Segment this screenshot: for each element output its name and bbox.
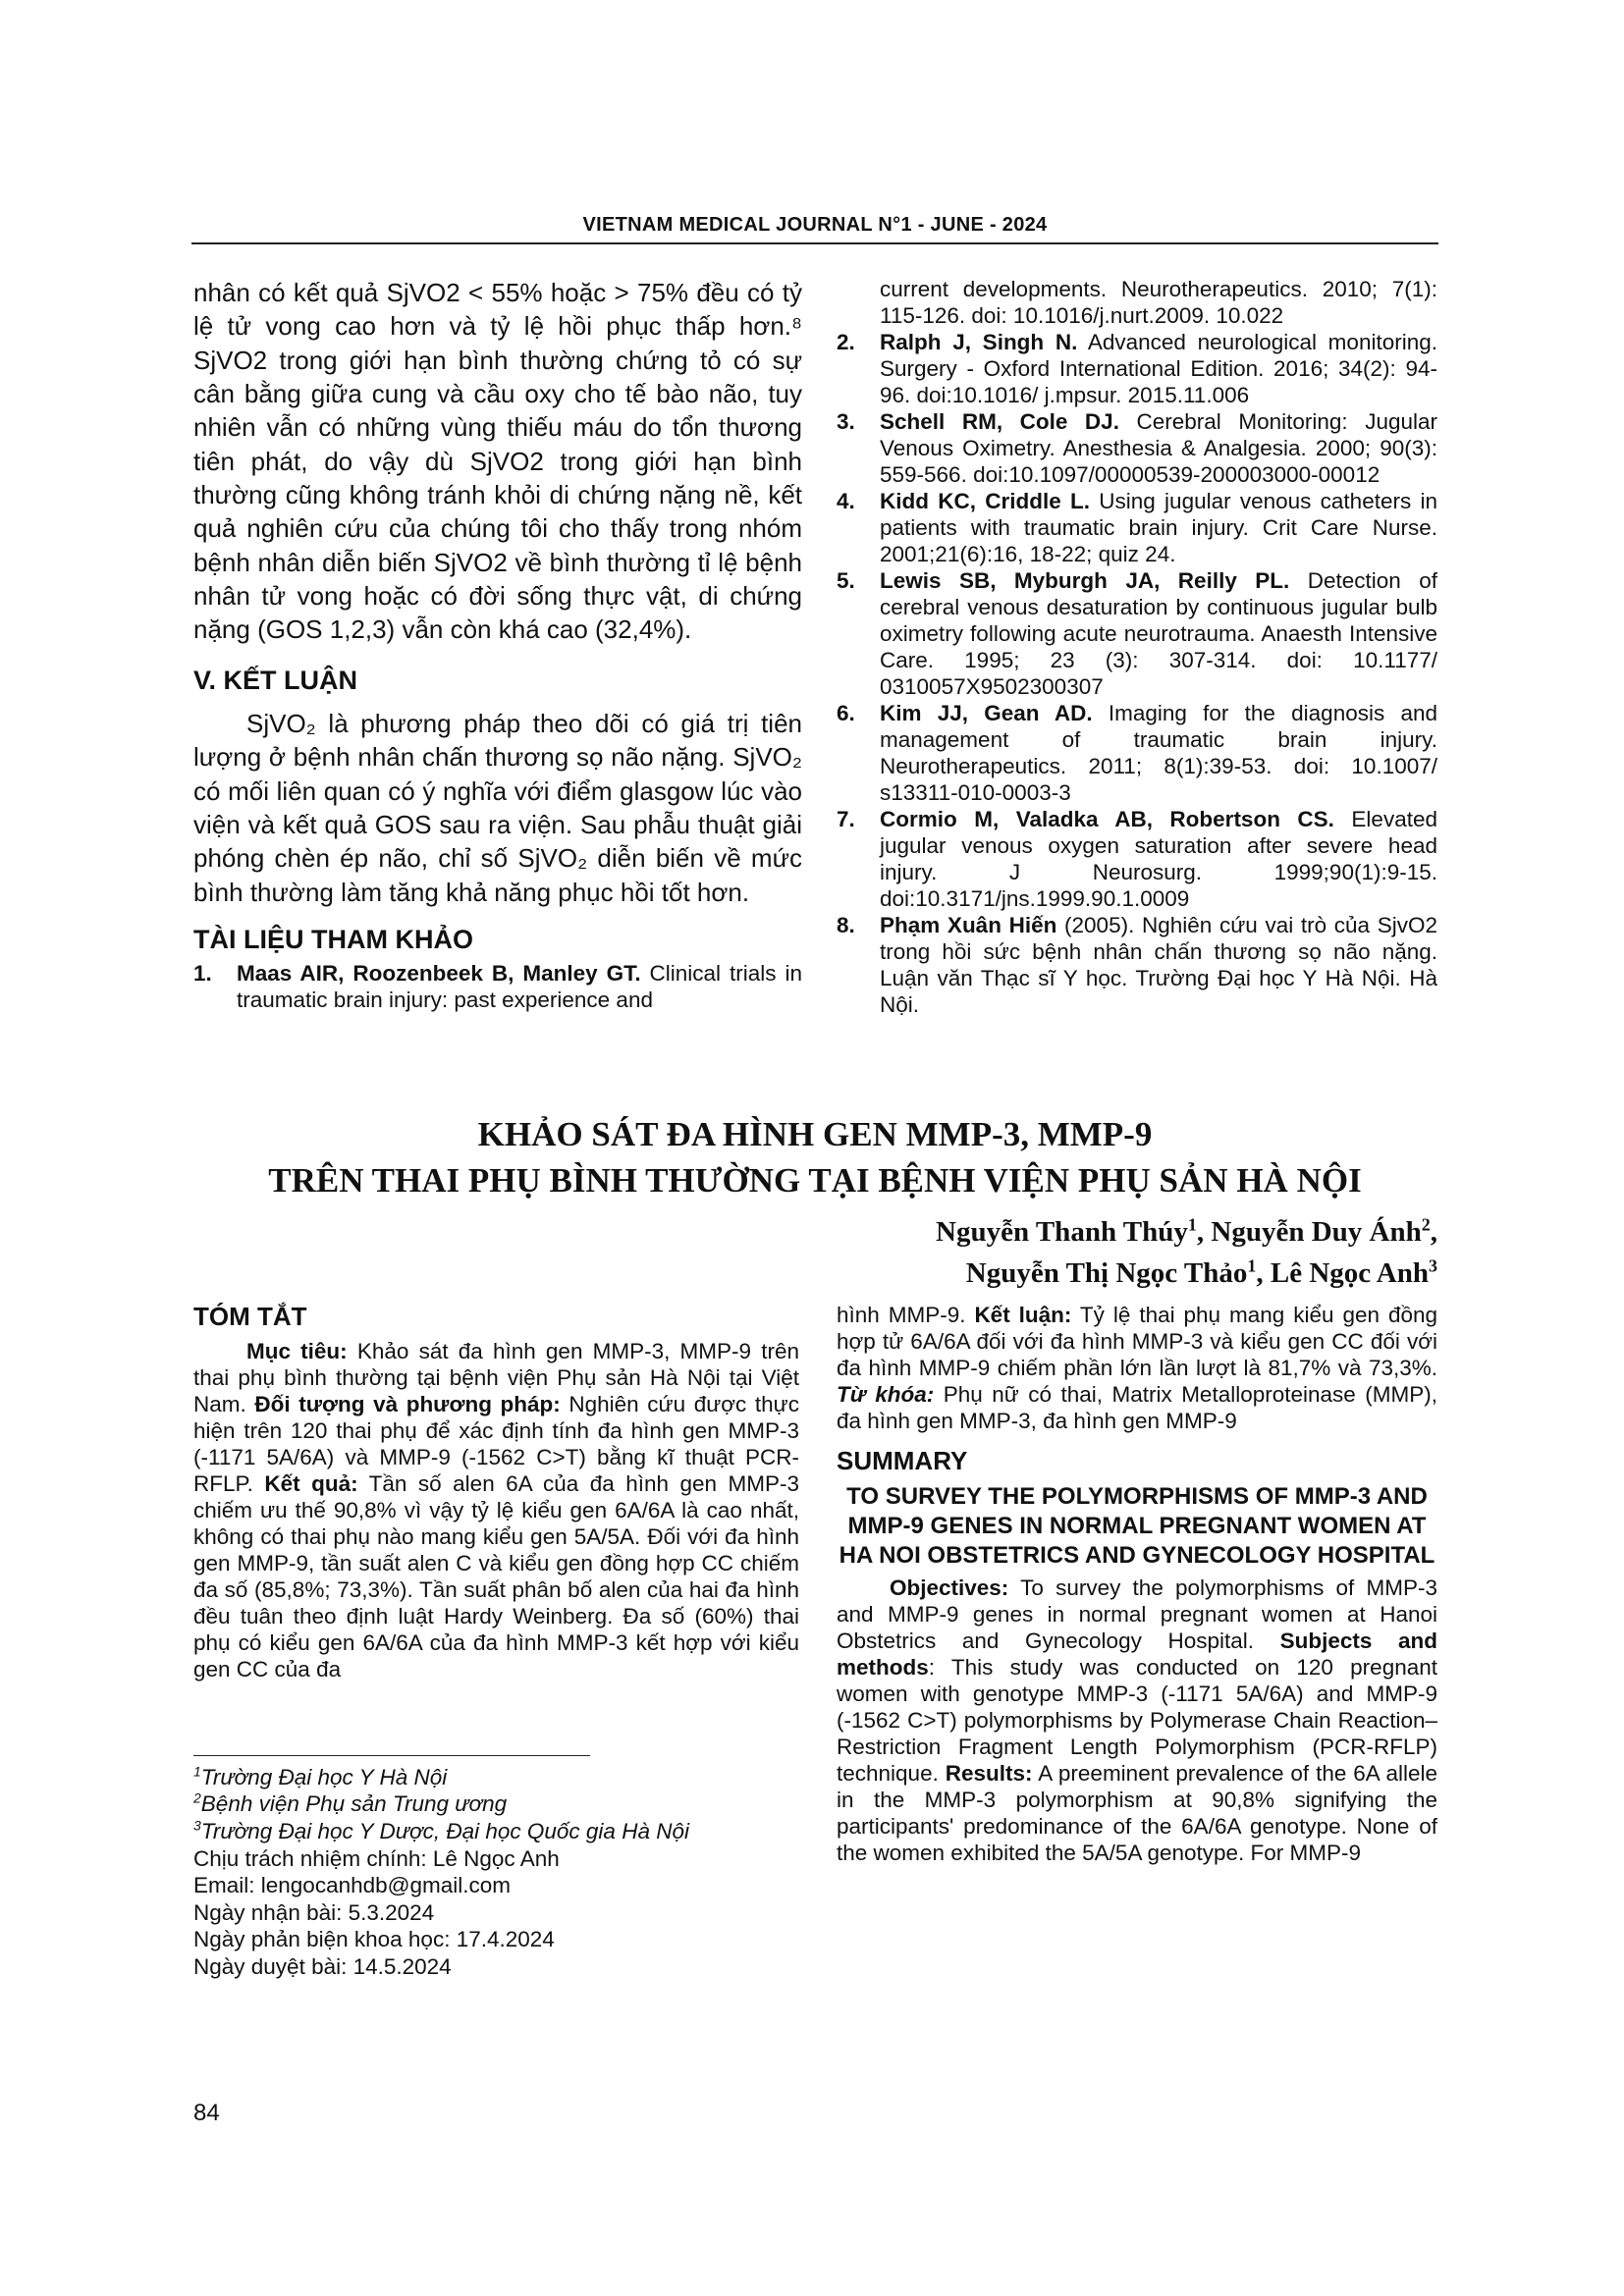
author-separator: , [1430,1216,1437,1248]
reference-text: Clinical trials in traumatic brain injury: past experience and [237,960,803,1012]
reference-list-start [193,960,802,1013]
abstract-heading: TÓM TẮT [193,1302,307,1331]
discussion-paragraph: nhân có kết quả SjVO2 < 55% hoặc > 75% đều có tỷ lệ tử vong cao hơn và tỷ lệ hồi phục thấp hơn.⁸ SjVO2 trong giới hạn bình thường chứng tỏ có sự cân bằng giữa cung và cầu oxy cho tế bào não, tuy nhiên vẫn có những vùng thiếu máu do tổn thương tiên phát, do vậy dù SjVO2 trong giới hạn bình thường cũng không tránh khỏi di chứng nặng nề, kết quả nghiên cứu của chúng tôi cho thấy trong nhóm bệnh nhân diễn biến SjVO2 về bình thường tỉ lệ bệnh nhân tử vong hoặc có đời sống thực vật, di chứng nặng (GOS 1,2,3) vẫn còn khá cao (32,4%). [193,278,802,645]
abstract-text: hình MMP-9. [837,1303,975,1327]
summary-text: To survey the polymorphisms of MMP-3 and MMP-9 genes in normal pregnant women at Hanoi Obstetrics and Gynecology Hospital. [837,1575,1437,1654]
references-heading: TÀI LIỆU THAM KHẢO [193,924,473,954]
header-rule [191,242,1438,244]
keywords-label: Từ khóa: [837,1382,935,1407]
reference-text: Detection of cerebral venous desaturation by continuous jugular bulb oximetry following acute neurotrauma. Anaesth Intensive Care. 1995; 23 (3): 307-314. doi: 10.1177/ 0310057X9502300307 [880,568,1437,699]
footnote-responsible: Chịu trách nhiệm chính: Lê Ngọc Anh [193,1845,560,1871]
reference-number: 1. [193,960,212,986]
prev-article-left-column [193,276,802,1013]
reference-item [837,912,1437,1018]
author-affiliation: 1 [1247,1255,1257,1276]
page-number: 84 [193,2100,220,2126]
reference-text: (2005). Nghiên cứu vai trò của SjvO2 trong hồi sức bệnh nhân chấn thương sọ não nặng. Luận văn Thạc sĩ Y học. Trường Đại học Y Hà Nội. Hà Nội. [880,913,1437,1017]
abstract-text: Tỷ lệ thai phụ mang kiểu gen đồng hợp tử 6A/6A đối với đa hình MMP-3 và kiểu gen CC đối với đa hình MMP-9 chiếm phần lớn lần lượt là 81,7% và 73,3%. [837,1303,1437,1380]
conclusion-heading: V. KẾT LUẬN [193,666,358,696]
reference-number: 7. [837,807,855,831]
abstract-text: Khảo sát đa hình gen MMP-3, MMP-9 trên thai phụ bình thường tại bệnh viện Phụ sản Hà Nội tại Việt Nam. [193,1339,799,1417]
author-name: Nguyễn Thị Ngọc Thảo [965,1257,1248,1290]
article-title [191,1111,1438,1204]
author-name: Nguyễn Duy Ánh [1211,1216,1422,1248]
reference-authors: Ralph J, Singh N. [880,330,1078,354]
reference-item [837,806,1437,912]
keywords-text: Phụ nữ có thai, Matrix Metalloproteinase (MMP), đa hình gen MMP-3, đa hình gen MMP-9 [837,1382,1437,1433]
footnotes: $^1$Trường Đại học Y Hà Nội $^2$Bệnh viện Phụ sản Trung ương $^3$Trường Đại học Y Dược, Đại học Quốc gia Hà Nội Chịu trách nhiệm chính: Lê Ngọc Anh Email: lengocanhdb@gmail.com Ngày nhận bài: 5.3.2024 Ngày phản biện khoa học: 17.4.2024 Ngày duyệt bài: 14.5.2024 [193,1763,689,1979]
reference-number: 3. [837,409,855,434]
article-title-line-2: TRÊN THAI PHỤ BÌNH THƯỜNG TẠI BỆNH VIỆN PHỤ SẢN HÀ NỘI [268,1161,1362,1201]
reference-item [837,700,1437,806]
abstract-label: Đối tượng và phương pháp: [254,1392,561,1417]
reference-number: 5. [837,568,855,593]
reference-text: Using jugular venous catheters in patients with traumatic brain injury. Crit Care Nurse. 2001;21(6):16, 18-22; quiz 24. [880,489,1437,566]
reference-number: 6. [837,701,855,725]
abstract-paragraph [193,1338,799,1682]
reference-authors: Lewis SB, Myburgh JA, Reilly PL. [880,568,1290,593]
footnote-email: Email: lengocanhdb@gmail.com [193,1873,511,1898]
abstract-label: Kết quả: [264,1471,358,1497]
reference-text: Elevated jugular venous oxygen saturation after severe head injury. J Neurosurg. 1999;90(1):9-15. doi:10.3171/jns.1999.90.1.0009 [880,807,1437,911]
summary-text: : This study was conducted on 120 pregnant women with genotype MMP-3 (-1171 5A/6A) and MMP-9 (-1562 C>T) polymorphisms by Polymerase Chain Reaction–Restriction Fragment Length Polymorphism (PCR-RFLP) technique. [837,1655,1437,1787]
summary-heading: SUMMARY [837,1446,968,1475]
abstract-continuation [837,1302,1437,1434]
reference-number: 8. [837,913,855,937]
running-header: VIETNAM MEDICAL JOURNAL N°1 - JUNE - 2024 [582,214,1048,236]
reference-authors: Kim JJ, Gean AD. [880,701,1093,725]
footnote-received: Ngày nhận bài: 5.3.2024 [193,1899,435,1925]
summary-text: A preeminent prevalence of the 6A allele in the MMP-3 polymorphism at 90,8% signifying the participants' predominance of the 6A/6A genotype. None of the women exhibited the 5A/5A genotype. For MMP-9 [837,1761,1438,1866]
reference-text: Advanced neurological monitoring. Surgery - Oxford International Edition. 2016; 34(2): 94-96. doi:10.1016/ j.mpsur. 2015.11.006 [880,330,1437,407]
footnote-accepted: Ngày duyệt bài: 14.5.2024 [193,1953,452,1979]
summary-paragraph [837,1575,1437,1866]
reference-authors: Phạm Xuân Hiến [880,913,1057,937]
reference-item [837,567,1437,700]
footnote-affiliation-2: Bệnh viện Phụ sản Trung ương [200,1791,508,1817]
footnote-reviewed: Ngày phản biện khoa học: 17.4.2024 [193,1927,555,1952]
reference-number: 2. [837,330,855,354]
abstract-right-column [837,1302,1437,1866]
article-authors [936,1211,1437,1294]
reference-item [837,408,1437,488]
summary-label: Objectives: [890,1575,1009,1601]
author-affiliation: 3 [1429,1255,1437,1276]
author-affiliation: 2 [1421,1214,1431,1235]
footnote-affiliation-3: Trường Đại học Y Dược, Đại học Quốc gia Hà Nội [200,1819,689,1844]
summary-label: Subjects and methods [837,1629,1437,1681]
summary-label: Results: [945,1761,1033,1787]
footnote-affiliation-1: Trường Đại học Y Hà Nội [200,1764,448,1789]
author-name: Lê Ngọc Anh [1270,1257,1429,1290]
article-title-line-1: KHẢO SÁT ĐA HÌNH GEN MMP-3, MMP-9 [477,1115,1153,1153]
abstract-text: Tần số alen 6A của đa hình gen MMP-3 chiếm ưu thế 90,8% vì vậy tỷ lệ kiểu gen 6A/6A là cao nhất, không có thai phụ nào mang kiểu gen 5A/5A. Đối với đa hình gen MMP-9, tần suất alen C và kiểu gen đồng hợp CC chiếm đa số (85,8%; 73,3%). Tần suất phân bố alen của hai đa hình đều tuân theo định luật Hardy Weinberg. Đa số (60%) thai phụ có kiểu gen 6A/6A của đa hình MMP-3 kết hợp với kiểu gen CC của đa [193,1471,800,1682]
reference-continuation: current developments. Neurotherapeutics. 2010; 7(1): 115-126. doi: 10.1016/j.nurt.2009. 10.022 [880,277,1437,328]
reference-authors: Cormio M, Valadka AB, Robertson CS. [880,807,1334,831]
reference-item [193,960,802,1013]
abstract-text: Nghiên cứu được thực hiện trên 120 thai phụ để xác định tính đa hình gen MMP-3 (-1171 5A/6A) và MMP-9 (-1562 C>T) bằng kĩ thuật PCR-RFLP. [193,1392,799,1497]
summary-title: TO SURVEY THE POLYMORPHISMS OF MMP-3 AND MMP-9 GENES IN NORMAL PREGNANT WOMEN AT HA NOI OBSTETRICS AND GYNECOLOGY HOSPITAL [839,1483,1435,1570]
author-separator: , [1256,1257,1271,1290]
reference-item [837,488,1437,567]
footnote-rule [193,1755,590,1756]
prev-article-right-column [837,276,1437,1018]
reference-authors: Maas AIR, Roozenbeek B, Manley GT. [237,960,641,986]
abstract-left-column [193,1302,799,1682]
reference-number: 4. [837,489,855,513]
author-name: Nguyễn Thanh Thúy [936,1216,1188,1248]
author-separator: , [1196,1216,1212,1248]
reference-text: Imaging for the diagnosis and management of traumatic brain injury. Neurotherapeutics. 2011; 8(1):39-53. doi: 10.1007/ s13311-010-0003-3 [880,701,1437,805]
reference-text: Cerebral Monitoring: Jugular Venous Oximetry. Anesthesia & Analgesia. 2000; 90(3): 559-566. doi:10.1097/00000539-200003000-00012 [880,409,1437,487]
abstract-label: Kết luận: [974,1303,1072,1327]
author-affiliation: 1 [1187,1214,1197,1235]
reference-item [837,329,1437,408]
abstract-label: Mục tiêu: [246,1339,348,1364]
reference-authors: Kidd KC, Criddle L. [880,489,1091,513]
conclusion-paragraph: SjVO₂ là phương pháp theo dõi có giá trị tiên lượng ở bệnh nhân chấn thương sọ não nặng. SjVO₂ có mối liên quan có ý nghĩa với điểm glasgow lúc vào viện và kết quả GOS sau ra viện. Sau phẫu thuật giải phóng chèn ép não, chỉ số SjVO₂ diễn biến về mức bình thường làm tăng khả năng phục hồi tốt hơn. [193,709,802,907]
reference-authors: Schell RM, Cole DJ. [880,409,1119,434]
